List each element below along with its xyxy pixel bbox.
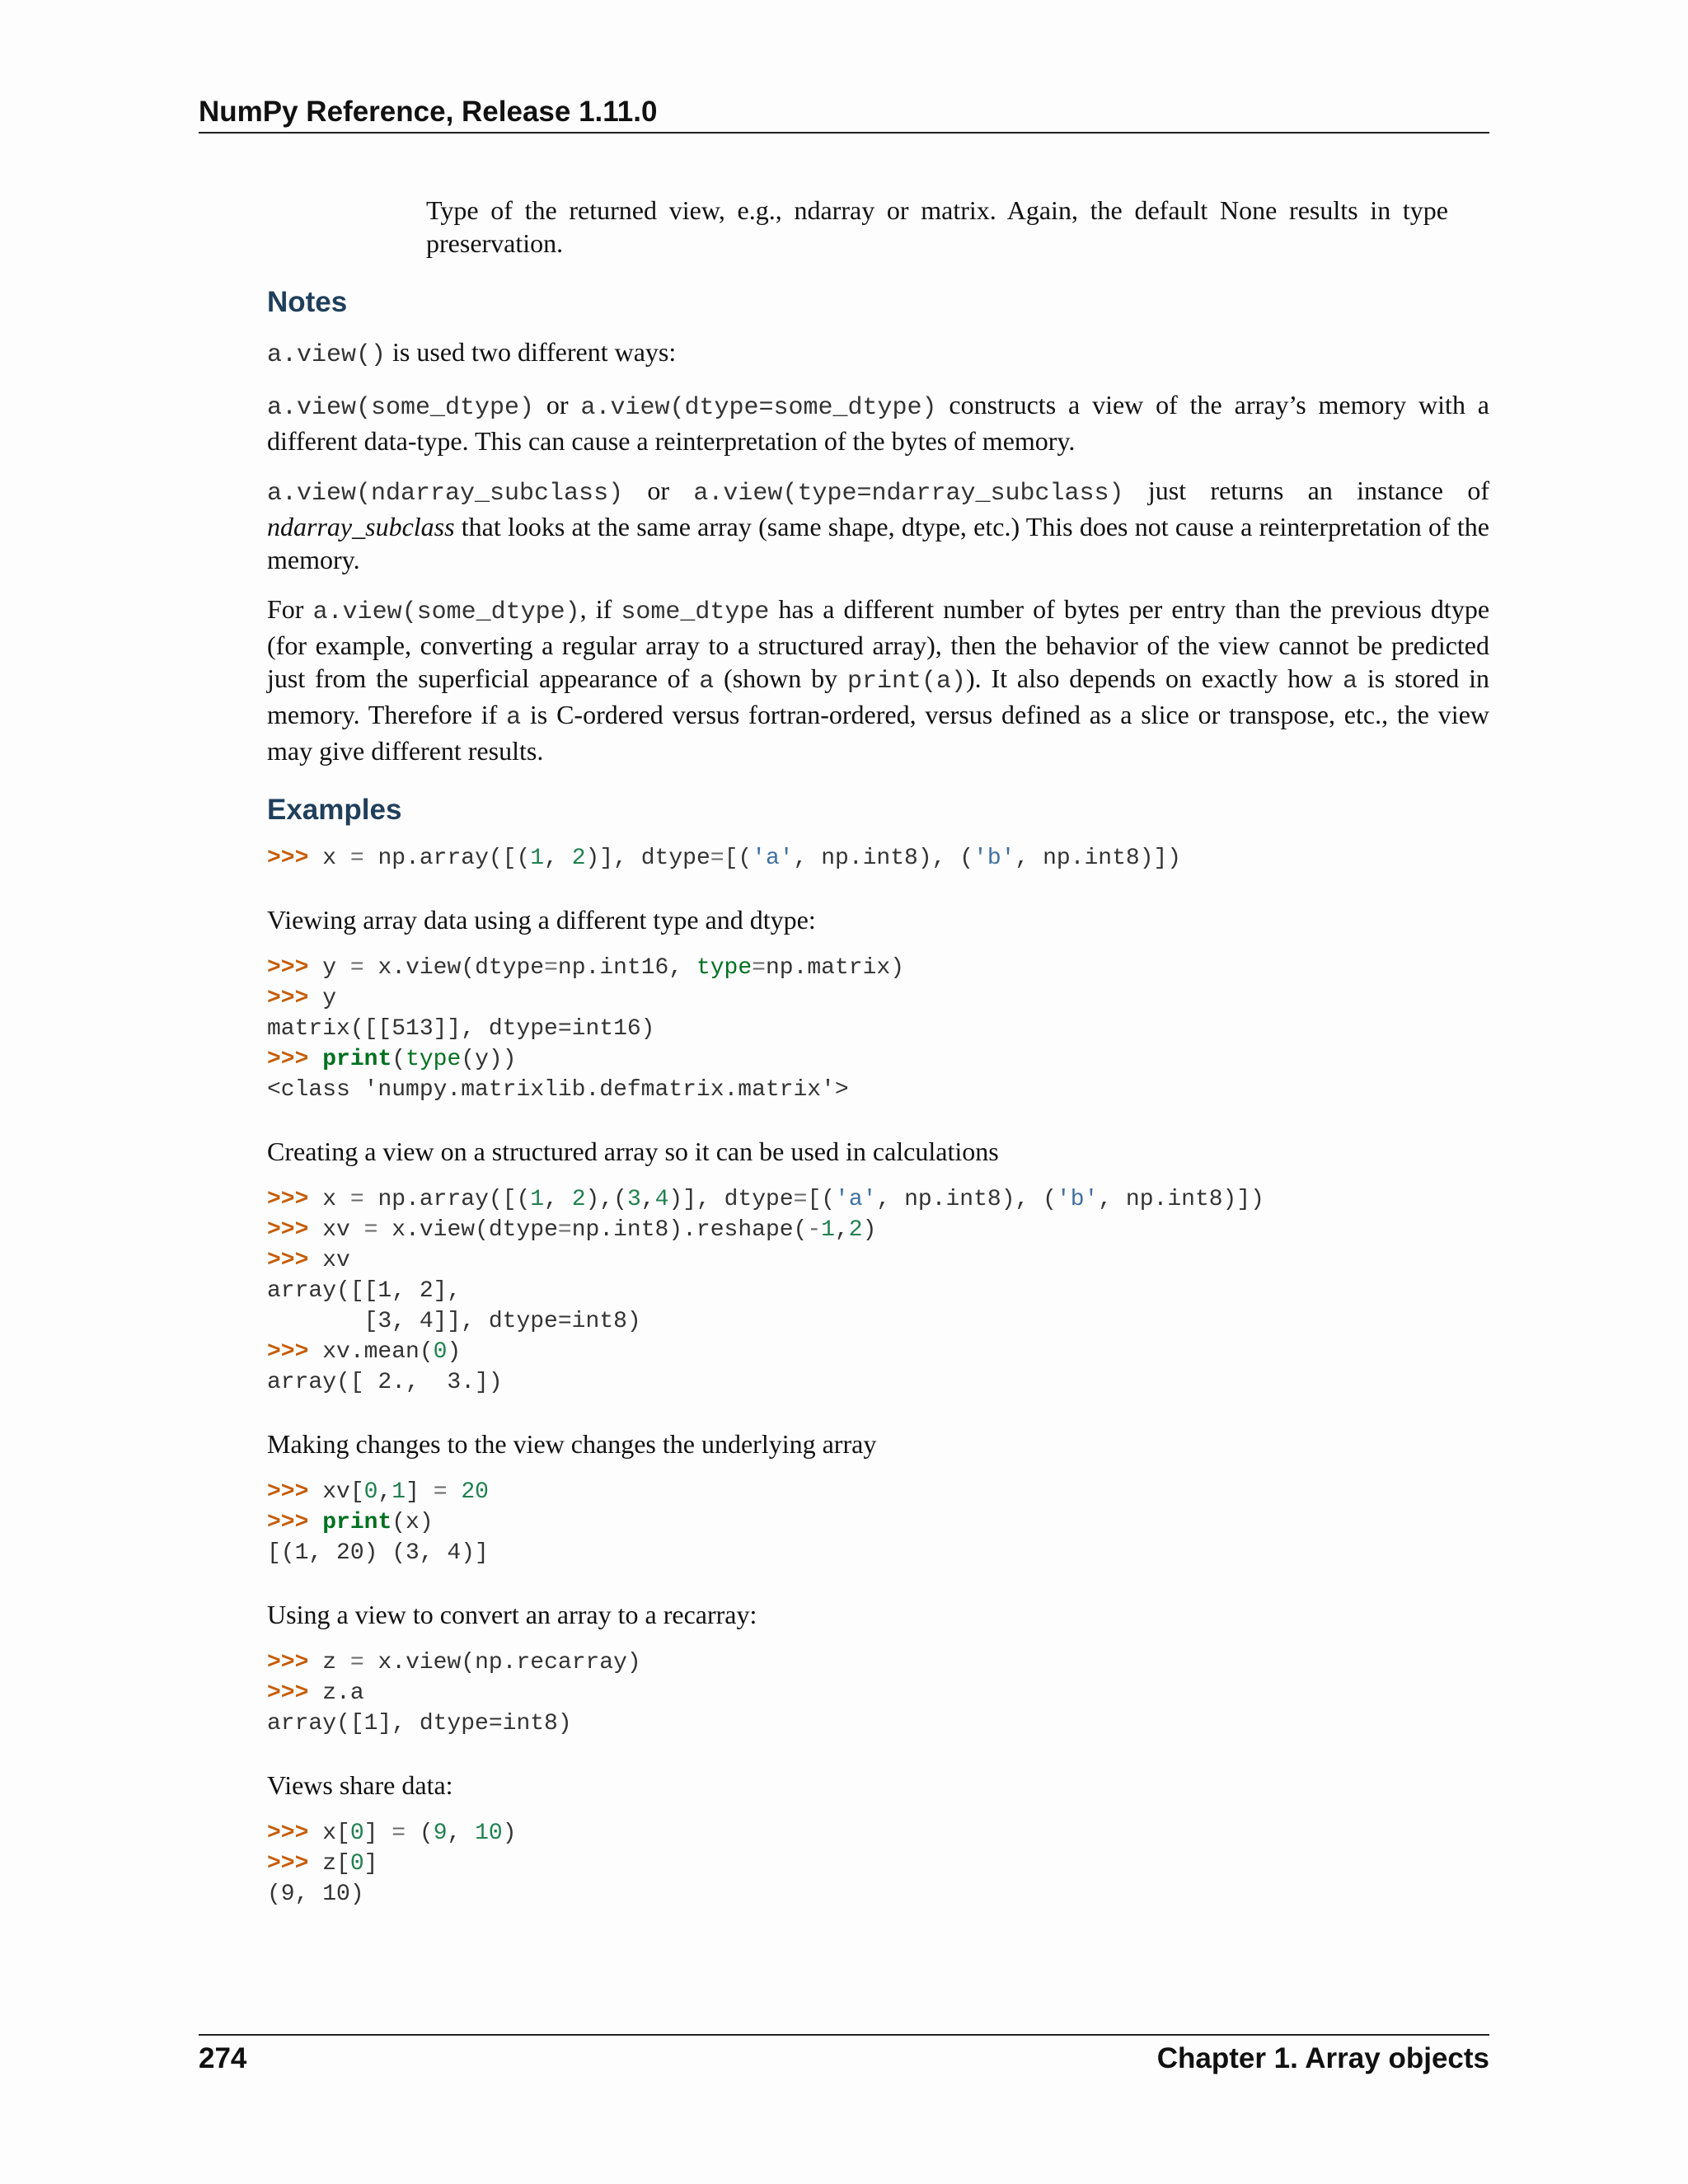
examples-heading: Examples (267, 794, 402, 826)
parameter-description (426, 194, 1448, 260)
code-block-5: >>> z = x.view(np.recarray) >>> z.a array([1], dtype=int8) (267, 1650, 641, 1736)
page-number: 274 (199, 2042, 247, 2074)
inline-code: some_dtype (621, 598, 770, 626)
code-block-2: >>> y = x.view(dtype=np.int16, type=np.matrix) >>> y matrix([[513]], dtype=int16) >>> print(type(y)) <class 'numpy.matrixlib.defmatrix.matrix'> (267, 955, 904, 1103)
inline-code: a.view(some_dtype) (267, 394, 535, 422)
examples-intro-3: Making changes to the view changes the underlying array (267, 1429, 877, 1459)
inline-code: print(a) (846, 668, 966, 696)
examples-intro-2: Creating a view on a structured array so it can be used in calculations (267, 1137, 999, 1166)
page-footer (199, 2034, 1489, 2085)
chapter-title: Chapter 1. Array objects (1156, 2042, 1489, 2074)
notes-paragraph-2: a.view(some_dtype) or a.view(dtype=some_dtype) constructs a view of the array’s memory with a different data-type. This can cause a reinterpretation of the bytes of memory. (267, 390, 1490, 456)
code-block-6: >>> x[0] = (9, 10) >>> z[0] (9, 10) (267, 1821, 517, 1907)
code-block-1: >>> x = np.array([(1, 2)], dtype=[('a', np.int8), ('b', np.int8)]) (267, 846, 1182, 871)
inline-code: a.view(type=ndarray_subclass) (693, 480, 1124, 508)
inline-code: a (699, 668, 715, 696)
examples-intro-4: Using a view to convert an array to a recarray: (267, 1600, 757, 1629)
inline-code: a (1343, 668, 1358, 696)
notes-paragraph-4: For a.view(some_dtype), if some_dtype has a different number of bytes per entry than the previous dtype (for example, converting a regular array to a structured array), then the behavior of the view cannot be predicted just from the superficial appearance of a (shown by print(a)). It also depends on exactly how a is stored in memory. Therefore if a is C-ordered versus fortran-ordered, versus defined as a slice or transpose, etc., the view may give different results. (267, 594, 1490, 766)
page-header (199, 92, 1489, 134)
inline-code: a.view(ndarray_subclass) (267, 480, 624, 508)
main-content (267, 194, 1489, 1939)
inline-code: a (506, 704, 522, 732)
code-block-3: >>> x = np.array([(1, 2),(3,4)], dtype=[('a', np.int8), ('b', np.int8)]) >>> xv = x.view(dtype=np.int8).reshape(-1,2) >>> xv array([[1, 2], [3, 4]], dtype=int8) >>> xv.mean(0) array([ 2., 3.]) (267, 1187, 1264, 1395)
emphasis: ndarray_subclass (267, 512, 455, 541)
inline-code: a.view(some_dtype) (312, 598, 580, 626)
inline-code: a.view() (267, 341, 387, 369)
notes-paragraph-1: a.view() is used two different ways: (267, 337, 677, 369)
document-title: NumPy Reference, Release 1.11.0 (199, 96, 658, 128)
param-desc-text: Type of the returned view, e.g., ndarray or matrix. Again, the default None results in type preservation. (426, 195, 1448, 258)
notes-heading: Notes (267, 286, 348, 318)
examples-intro-1: Viewing array data using a different type and dtype: (267, 905, 816, 935)
examples-intro-5: Views share data: (267, 1770, 453, 1800)
inline-code: a.view(dtype=some_dtype) (580, 394, 937, 422)
notes-paragraph-3: a.view(ndarray_subclass) or a.view(type=ndarray_subclass) just returns an instance of ndarray_subclass that looks at the same array (same shape, dtype, etc.) This does not cause a reinterpretation of the memory. (267, 476, 1490, 574)
code-block-4: >>> xv[0,1] = 20 >>> print(x) [(1, 20) (3, 4)] (267, 1479, 489, 1566)
